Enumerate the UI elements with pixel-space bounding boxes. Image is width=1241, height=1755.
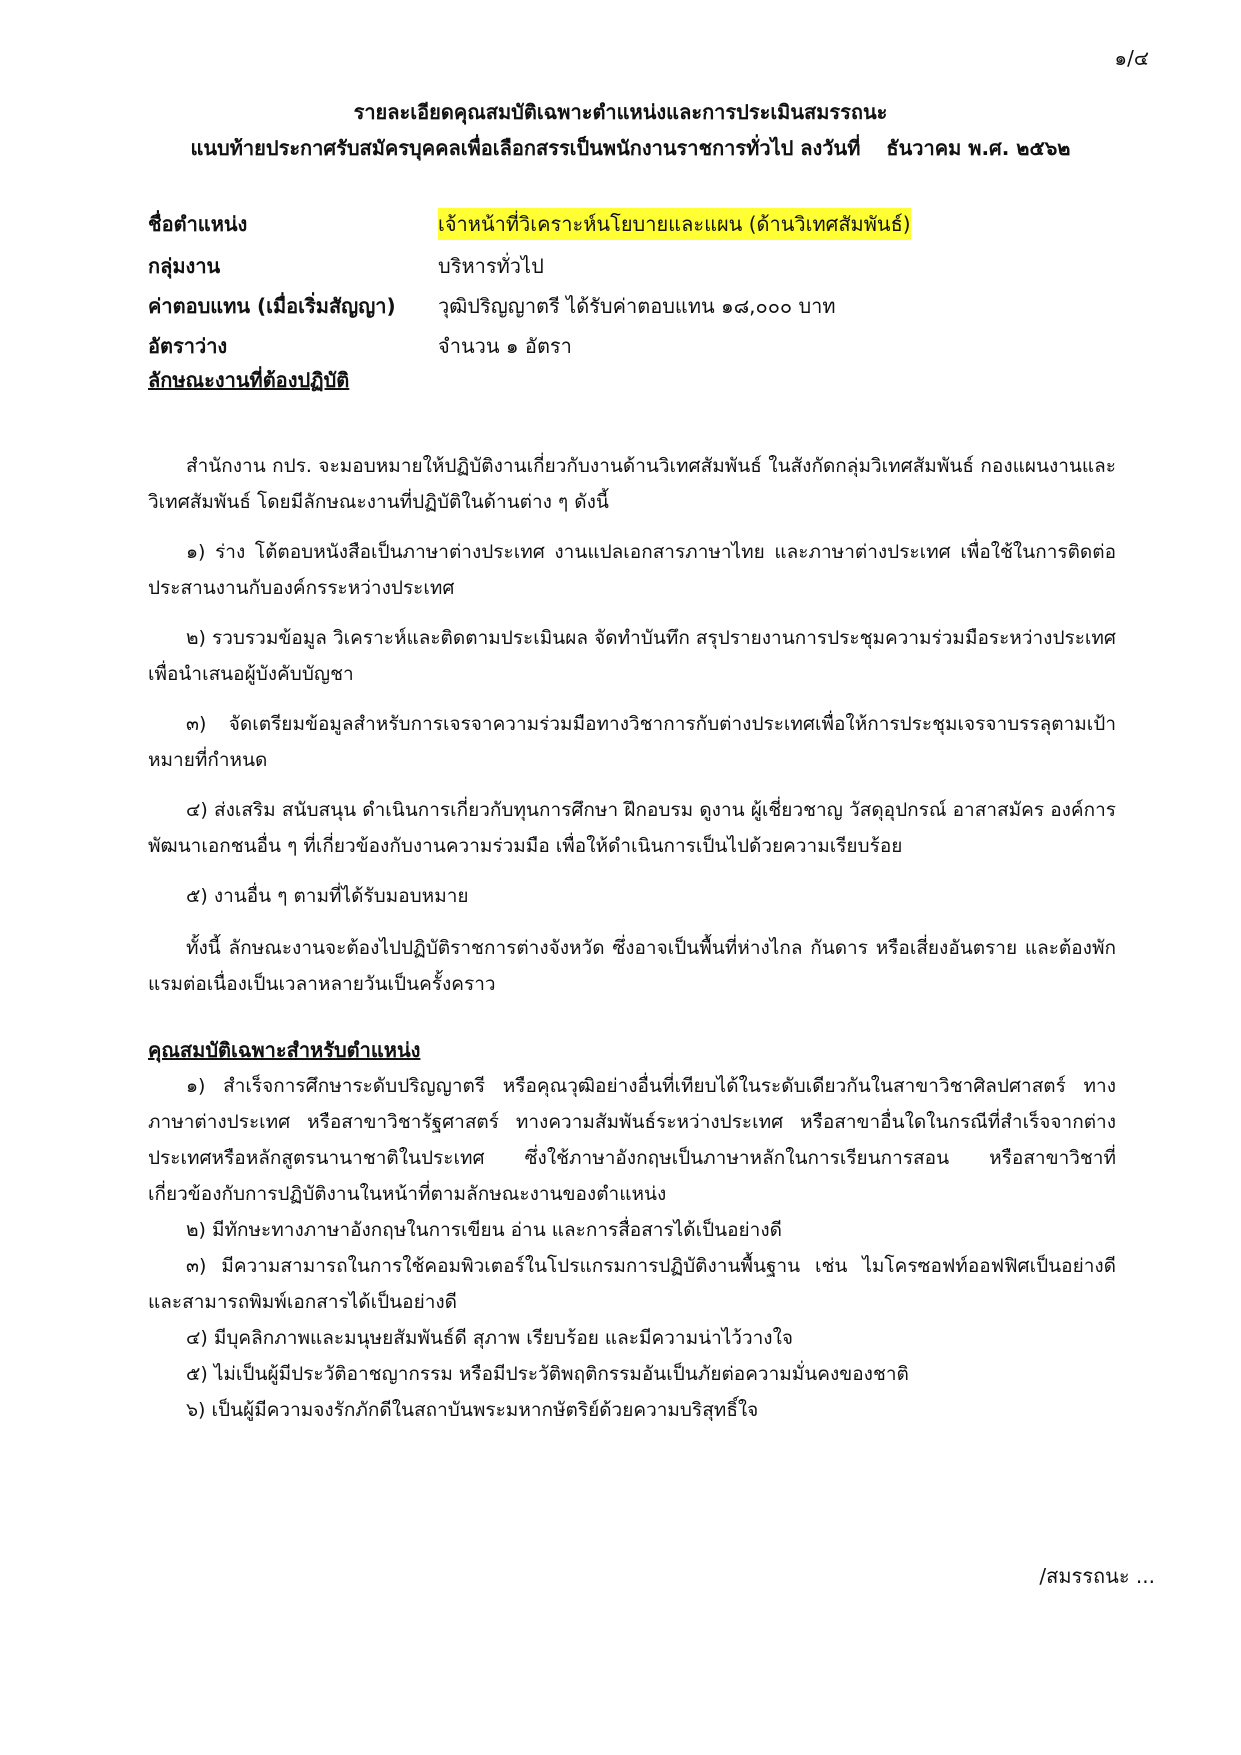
duties-intro: สำนักงาน กปร. จะมอบหมายให้ปฏิบัติงานเกี่ยวกับงานด้านวิเทศสัมพันธ์ ในสังกัดกลุ่มวิเทศสัมพันธ์ กองแผนงานและวิเทศสัมพันธ์ โดยมีลักษณะงานที่ปฏิบัติในด้านต่าง ๆ ดังนี้ — [148, 455, 1116, 513]
qualification-item: ๖) เป็นผู้มีความจงรักภักดีในสถาบันพระมหากษัตริย์ด้วยความบริสุทธิ์ใจ — [186, 1399, 759, 1421]
qualification-item: ๑) สำเร็จการศึกษาระดับปริญญาตรี หรือคุณวุฒิอย่างอื่นที่เทียบได้ในระดับเดียวกันในสาขาวิชาศิลปศาสตร์ ทางภาษาต่างประเทศ หรือสาขาวิชารัฐศาสตร์ ทางความสัมพันธ์ระหว่างประเทศ หรือสาขาอื่นใดในกรณีที่สำเร็จจากต่างประเทศหรือหลักสูตรนานาชาติในประเทศ ซึ่งใช้ภาษาอังกฤษเป็นภาษาหลักในการเรียนการสอน หรือสาขาวิชาที่เกี่ยวข้องกับการปฏิบัติงานในหน้าที่ตามลักษณะงานของตำแหน่ง — [148, 1075, 1116, 1205]
duty-item: ๑) ร่าง โต้ตอบหนังสือเป็นภาษาต่างประเทศ งานแปลเอกสารภาษาไทย และภาษาต่างประเทศ เพื่อใช้ในการติดต่อประสานงานกับองค์กรระหว่างประเทศ — [148, 541, 1116, 599]
duties-heading: ลักษณะงานที่ต้องปฏิบัติ — [148, 368, 350, 392]
duties-note: ทั้งนี้ ลักษณะงานจะต้องไปปฏิบัติราชการต่างจังหวัด ซึ่งอาจเป็นพื้นที่ห่างไกล กันดาร หรือเสี่ยงอันตราย และต้องพักแรมต่อเนื่องเป็นเวลาหลายวันเป็นครั้งคราว — [148, 937, 1116, 995]
field-label: กลุ่มงาน — [148, 254, 221, 278]
document-title: รายละเอียดคุณสมบัติเฉพาะตำแหน่งและการประเมินสมรรถนะ — [353, 100, 888, 124]
field-value: เจ้าหน้าที่วิเคราะห์นโยบายและแผน (ด้านวิเทศสัมพันธ์) — [438, 208, 911, 240]
document-subtitle — [0, 132, 1241, 164]
field-value: จำนวน ๑ อัตรา — [438, 334, 572, 358]
qualification-item: ๒) มีทักษะทางภาษาอังกฤษในการเขียน อ่าน และการสื่อสารได้เป็นอย่างดี — [186, 1219, 782, 1241]
field-value: วุฒิปริญญาตรี ได้รับค่าตอบแทน ๑๘,๐๐๐ บาท — [438, 294, 836, 318]
qualification-item: ๔) มีบุคลิกภาพและมนุษยสัมพันธ์ดี สุภาพ เรียบร้อย และมีความน่าไว้วางใจ — [186, 1327, 793, 1349]
duty-item: ๔) ส่งเสริม สนับสนุน ดำเนินการเกี่ยวกับทุนการศึกษา ฝึกอบรม ดูงาน ผู้เชี่ยวชาญ วัสดุอุปกรณ์ อาสาสมัคร องค์การพัฒนาเอกชนอื่น ๆ ที่เกี่ยวข้องกับงานความร่วมมือ เพื่อให้ดำเนินการเป็นไปด้วยความเรียบร้อย — [148, 799, 1116, 857]
field-value: บริหารทั่วไป — [438, 254, 544, 278]
field-label: อัตราว่าง — [148, 334, 228, 358]
qualification-item: ๕) ไม่เป็นผู้มีประวัติอาชญากรรม หรือมีประวัติพฤติกรรมอันเป็นภัยต่อความมั่นคงของชาติ — [186, 1363, 909, 1385]
field-label: ชื่อตำแหน่ง — [148, 212, 248, 236]
qualification-item: ๓) มีความสามารถในการใช้คอมพิวเตอร์ในโปรแกรมการปฏิบัติงานพื้นฐาน เช่น ไมโครซอฟท์ออฟฟิศเป็นอย่างดี และสามารถพิมพ์เอกสารได้เป็นอย่างดี — [148, 1255, 1116, 1313]
subtitle-text: แนบท้ายประกาศรับสมัครบุคคลเพื่อเลือกสรรเป็นพนักงานราชการทั่วไป ลงวันที่ — [190, 136, 861, 160]
duty-item: ๒) รวบรวมข้อมูล วิเคราะห์และติดตามประเมินผล จัดทำบันทึก สรุปรายงานการประชุมความร่วมมือระหว่างประเทศ เพื่อนำเสนอผู้บังคับบัญชา — [148, 627, 1116, 685]
qualifications-heading: คุณสมบัติเฉพาะสำหรับตำแหน่ง — [148, 1038, 421, 1062]
subtitle-date: ธันวาคม พ.ศ. ๒๕๖๒ — [886, 136, 1071, 160]
duty-item: ๓) จัดเตรียมข้อมูลสำหรับการเจรจาความร่วมมือทางวิชาการกับต่างประเทศเพื่อให้การประชุมเจรจาบรรลุตามเป้าหมายที่กำหนด — [148, 713, 1116, 771]
field-label: ค่าตอบแทน (เมื่อเริ่มสัญญา) — [148, 294, 396, 318]
continuation-footer: /สมรรถนะ ... — [1039, 1564, 1155, 1588]
duty-item: ๕) งานอื่น ๆ ตามที่ได้รับมอบหมาย — [186, 885, 469, 907]
page-number: ๑/๔ — [1114, 46, 1149, 70]
